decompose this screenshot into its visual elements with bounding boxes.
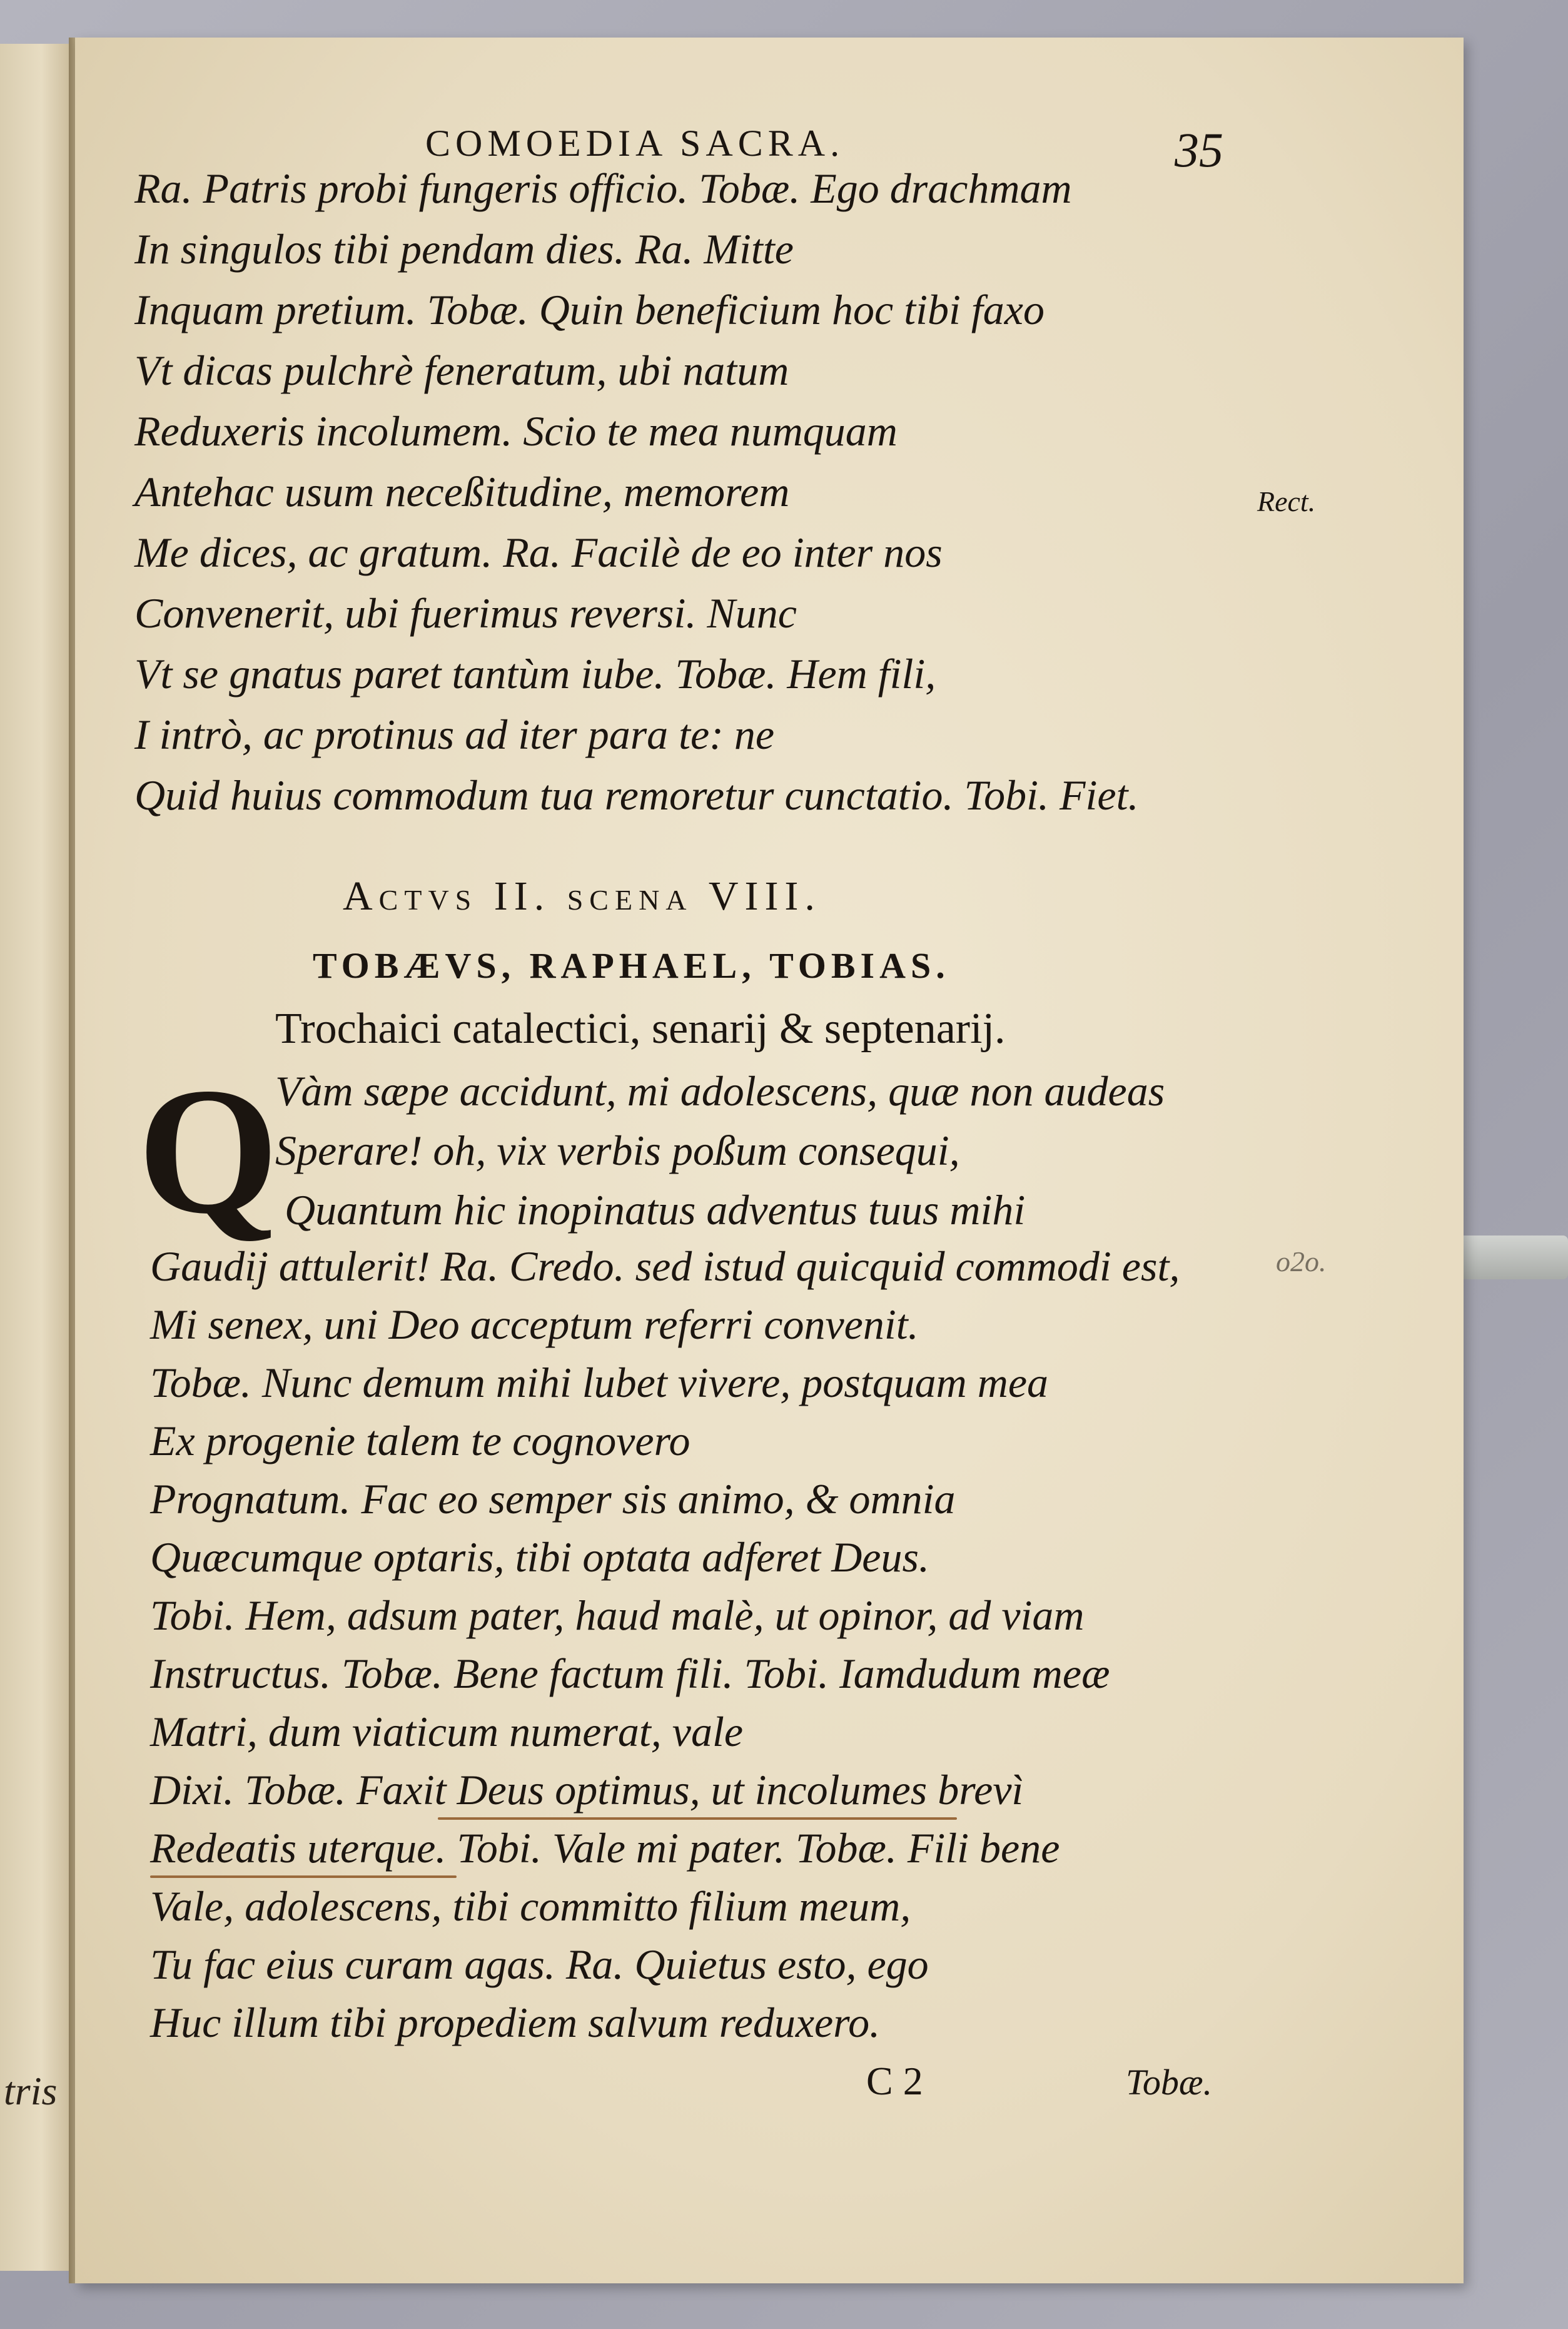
margin-note: o2o.	[1276, 1246, 1327, 1277]
verse-line: Matri, dum viaticum numerat, vale	[150, 1708, 744, 1755]
meter-note: Trochaici catalectici, senarij & septenarij.	[275, 1005, 1006, 1053]
verse-line: Reduxeris incolumem. Scio te mea numquam	[134, 407, 898, 455]
verse-line: Prognatum. Fac eo semper sis animo, & omnia	[150, 1475, 956, 1523]
verse-line: Mi senex, uni Deo acceptum referri convenit.	[150, 1301, 919, 1348]
ribbon-bookmark	[1464, 1236, 1568, 1279]
dramatis-personae: TOBÆVS, RAPHAEL, TOBIAS.	[313, 945, 950, 986]
signature-mark: C 2	[866, 2059, 923, 2103]
ink-underline	[150, 1875, 457, 1878]
verse-line: Quantum hic inopinatus adventus tuus mihi	[285, 1186, 1026, 1234]
margin-note: Rect.	[1257, 485, 1316, 517]
facing-page-edge	[0, 44, 71, 2271]
verse-line: Redeatis uterque. Tobi. Vale mi pater. Tobæ. Fili bene	[150, 1824, 1060, 1872]
drop-cap-initial: Q	[138, 1050, 279, 1251]
verse-line: Quæcumque optaris, tibi optata adferet Deus.	[150, 1533, 929, 1581]
verse-line: Ra. Patris probi fungeris officio. Tobæ. Ego drachmam	[134, 165, 1072, 212]
verse-line: Instructus. Tobæ. Bene factum fili. Tobi. Iamdudum meæ	[150, 1650, 1110, 1697]
verse-line: Dixi. Tobæ. Faxit Deus optimus, ut incolumes brevì	[150, 1766, 1024, 1814]
verse-line: Quid huius commodum tua remoretur cunctatio. Tobi. Fiet.	[134, 771, 1139, 819]
ink-underline	[438, 1817, 957, 1820]
act-scene-heading: Actvs II. scena VIII.	[343, 873, 821, 919]
verse-line: Huc illum tibi propediem salvum reduxero.	[150, 1999, 881, 2046]
verse-line: In singulos tibi pendam dies. Ra. Mitte	[134, 225, 794, 273]
verse-line: Ex progenie talem te cognovero	[150, 1417, 690, 1464]
verse-line: Gaudij attulerit! Ra. Credo. sed istud quicquid commodi est,	[150, 1242, 1180, 1290]
facing-page-fragment: tris	[4, 2069, 58, 2113]
verse-line: Vàm sæpe accidunt, mi adolescens, quæ non audeas	[275, 1067, 1165, 1115]
verse-line: I intrò, ac protinus ad iter para te: ne	[134, 711, 775, 758]
verse-line: Convenerit, ubi fuerimus reversi. Nunc	[134, 589, 797, 637]
running-head: COMOEDIA SACRA.	[425, 123, 845, 164]
page-number: 35	[1175, 123, 1223, 177]
verse-line: Sperare! oh, vix verbis poßum consequi,	[275, 1127, 960, 1174]
verse-line: Inquam pretium. Tobæ. Quin beneficium hoc tibi faxo	[134, 286, 1044, 333]
verse-line: Tu fac eius curam agas. Ra. Quietus esto, ego	[150, 1941, 929, 1988]
verse-line: Vt dicas pulchrè feneratum, ubi natum	[134, 347, 789, 394]
catchword: Tobæ.	[1126, 2062, 1213, 2103]
verse-line: Vt se gnatus paret tantùm iube. Tobæ. Hem fili,	[134, 650, 936, 698]
verse-line: Tobæ. Nunc demum mihi lubet vivere, postquam mea	[150, 1359, 1049, 1406]
verse-line: Antehac usum neceßitudine, memorem	[134, 468, 790, 515]
verse-line: Tobi. Hem, adsum pater, haud malè, ut opinor, ad viam	[150, 1591, 1085, 1639]
verse-line: Me dices, ac gratum. Ra. Facilè de eo inter nos	[134, 529, 943, 576]
verse-line: Vale, adolescens, tibi committo filium meum,	[150, 1882, 911, 1930]
